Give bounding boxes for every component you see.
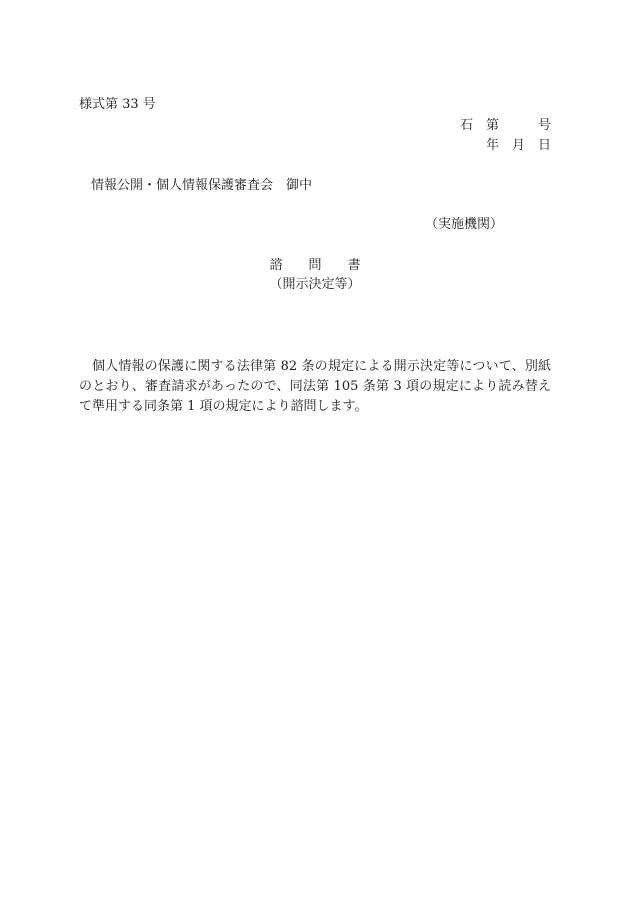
document-date: 年 月 日 xyxy=(485,138,551,153)
addressee: 情報公開・個人情報保護審査会 御中 xyxy=(91,178,313,193)
document-number: 石 第 号 xyxy=(459,118,551,133)
form-number: 様式第 33 号 xyxy=(79,97,156,112)
body-paragraph: 個人情報の保護に関する法律第 82 条の規定による開示決定等について、別紙のとおり、審査請求があったので、同法第 105 条第 3 項の規定により読み替えて準用する同条第 1 項の規定により諮問します。 xyxy=(79,359,551,414)
document-title: 諮 問 書 xyxy=(269,258,361,273)
document-subtitle: （開示決定等） xyxy=(269,277,361,292)
issuing-agency: （実施機関） xyxy=(424,217,503,232)
